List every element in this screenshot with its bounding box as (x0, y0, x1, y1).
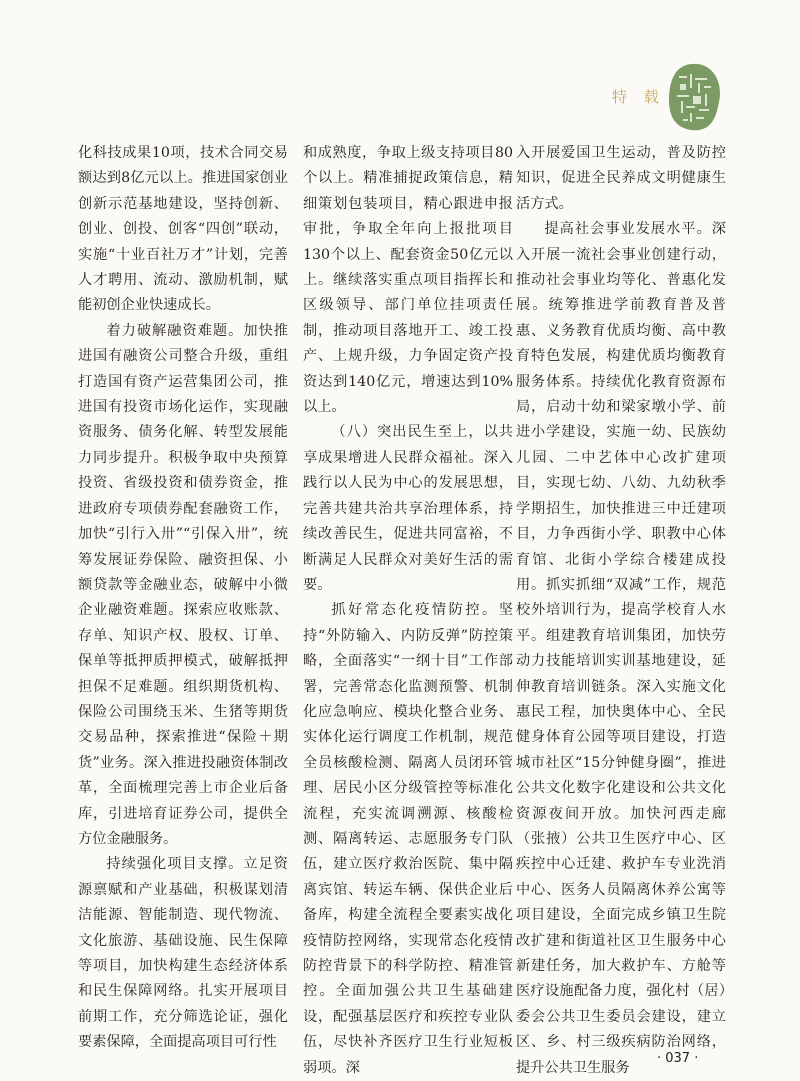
paragraph: 和成熟度，争取上级支持项目80个以上。精准捕捉政策信息，精细策划包装项目，精心跟进申报审批，争取全年向上报批项目130个以上、配套资金50亿元以上。继续落实重点项目指挥长和区级领导、部门单位挂项责任制，推动项目落地开工、竣工投产、上规升级，力争固定资产投资达到140亿元，增速达到10%以上。 (303, 145, 513, 416)
paragraph: 入开展爱国卫生运动，普及防控知识，促进全民养成文明健康生活方式。 (516, 145, 726, 212)
paragraph: 持续强化项目支撑。立足资源禀赋和产业基础，积极谋划清洁能源、智能制造、现代物流、文化旅游、基础设施、民生保障等项目，加快构建生态经济体系和民生保障网络。扎实开展项目前期工作，充分筛选论证，强化要素保障，全面提高项目可行性 (78, 856, 288, 1051)
text-column-3 (516, 141, 726, 1081)
paragraph: （八）突出民生至上，以共享成果增进人民群众福祉。深入践行以人民为中心的发展思想，完善共建共治共享治理体系，持续改善民生，促进共同富裕，不断满足人民群众对美好生活的需要。 (303, 424, 513, 593)
paragraph: 提高社会事业发展水平。深入开展一流社会事业创建行动，推动社会事业均等化、普惠化发展。统筹推进学前教育普及普惠、义务教育优质均衡、高中教育特色发展，构建优质均衡教育服务体系。持续优化教育资源布局，启动十幼和梁家墩小学、前进小学建设，实施一幼、民族幼儿园、二中艺体中心改扩建项目，实现七幼、八幼、九幼秋季学期招生，加快推进三中迁建项目，力争西街小学、职教中心体育馆、北街小学综合楼建成投用。抓实抓细“双减”工作，规范校外培训行为，提高学校育人水平。组建教育培训集团，加快劳动力技能培训实训基地建设，延伸教育培训链条。深入实施文化惠民工程，加快奥体中心、全民健身体育公园等项目建设，打造城市社区“15分钟健身圈”，推进公共文化数字化建设和公共文化资源夜间开放。加快河西走廊（张掖）公共卫生医疗中心、区疾控中心迁建、救护车专业洗消中心、医务人员隔离休养公寓等项目建设，全面完成乡镇卫生院改扩建和街道社区卫生服务中心新建任务，加大救护车、方舱等医疗设施配备力度，强化村（居）委会公共卫生委员会建设，建立区、乡、村三级疾病防治网络，提升公共卫生服务 (516, 221, 726, 1076)
paragraph: 着力破解融资难题。加快推进国有融资公司整合升级，重组打造国有资产运营集团公司，推进国有投资市场化运作，实现融资服务、债务化解、转型发展能力同步提升。积极争取中央预算投资、省级投资和债券资金，推进政府专项债券配套融资工作，加快“引行入卅”“引保入卅”，统筹发展证券保险、融资担保、小额贷款等金融业态，破解中小微企业融资难题。探索应收账款、存单、知识产权、股权、订单、保单等抵押质押模式，破解抵押担保不足难题。组织期货机构、保险公司围绕玉米、生猪等期货交易品种，探索推进“保险＋期货”业务。深入推进投融资体制改革，全面梳理完善上市企业后备库，引进培育证券公司，提供全方位金融服务。 (78, 322, 288, 847)
section-label: 特 载 (612, 88, 665, 106)
page-number: · 037 · (657, 1051, 699, 1066)
seal-icon (666, 62, 722, 132)
paragraph: 抓好常态化疫情防控。坚持“外防输入、内防反弹”防控策略，全面落实“一纲十目”工作部署，完善常态化监测预警、机制化应急响应、模块化整合业务、实体化运行调度工作机制，规范全员核酸检测、隔离人员闭环管理、居民小区分级管控等标准化流程，充实流调溯源、核酸检测、隔离转运、志愿服务专门队伍，建立医疗救治医院、集中隔离宾馆、转运车辆、保供企业后备库，构建全流程全要素实战化疫情防控网络，实现常态化疫情防控背景下的科学防控、精准管控。全面加强公共卫生基础建设，配强基层医疗和疾控专业队伍，尽快补齐医疗卫生行业短板弱项。深 (303, 602, 513, 1076)
text-column-2 (303, 141, 513, 1081)
text-column-1 (78, 141, 288, 1056)
paragraph: 化科技成果10项，技术合同交易额达到8亿元以上。推进国家创业创新示范基地建设，坚持创新、创业、创投、创客“四创”联动，实施“十业百社万才”计划，完善人才聘用、流动、激励机制，赋能初创企业快速成长。 (78, 145, 288, 314)
